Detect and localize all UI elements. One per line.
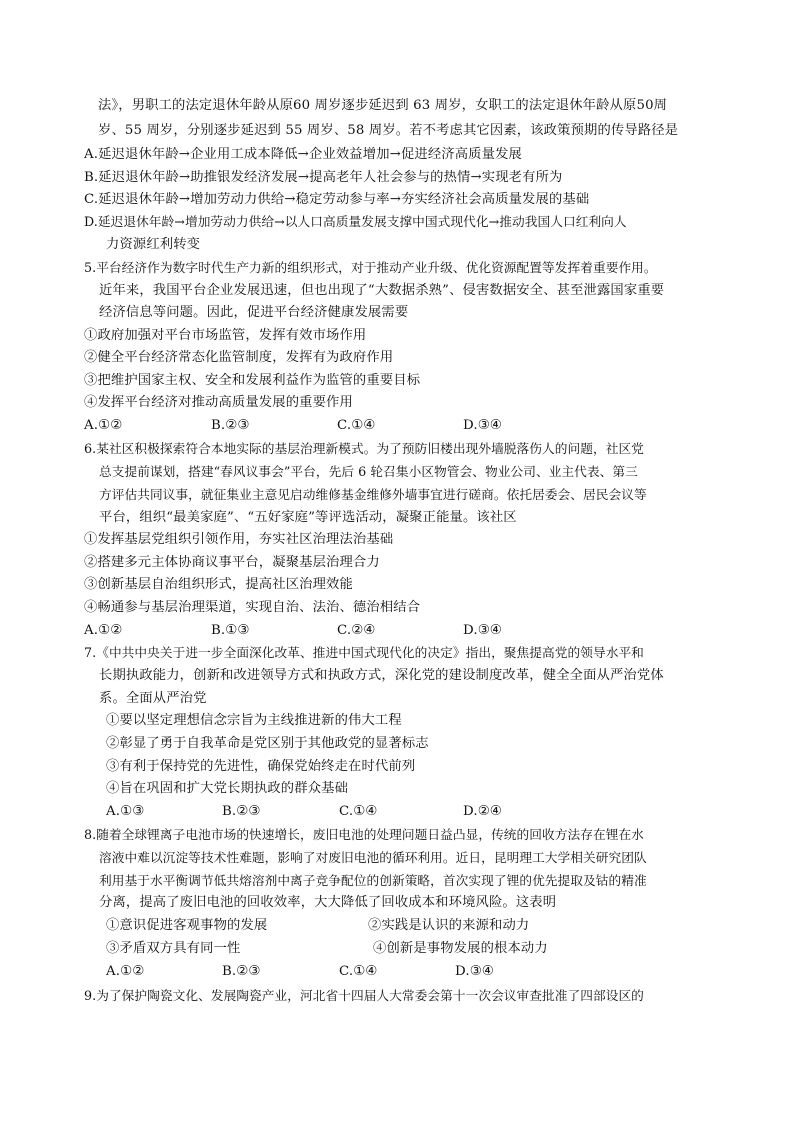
q4-option-a: A.延迟退休年龄→企业用工成本降低→企业效益增加→促进经济高质量发展: [84, 147, 522, 162]
q5-stem-line-1: 5.平台经济作为数字时代生产力新的组织形式，对于推动产业升级、优化资源配置等发挥着重要作用。: [84, 260, 657, 275]
q5-choice-b: B.②③: [211, 418, 250, 433]
q5-choice-d: D.③④: [463, 418, 502, 433]
q6-item-2: ②搭建多元主体协商议事平台，凝聚基层治理合力: [84, 555, 380, 570]
q6-choice-d: D.③④: [463, 623, 502, 638]
q5-choice-c: C.①④: [337, 418, 376, 433]
q8-stem-line-1: 8.随着全球锂离子电池市场的快速增长，废旧电池的处理问题日益凸显，传统的回收方法存在锂在水: [84, 827, 644, 842]
q5-item-2: ②健全平台经济常态化监管制度，发挥有为政府作用: [84, 350, 394, 365]
q4-option-d: D.延迟退休年龄→增加劳动力供给→以人口高质量发展支撑中国式现代化→推动我国人口红利向人: [84, 214, 627, 229]
q7-stem-line-2: 长期执政能力，创新和改进领导方式和执政方式，深化党的建设制度改革，健全全面从严治党体: [99, 668, 664, 683]
q5-stem-line-3: 经济信息等问题。因此，促进平台经济健康发展需要: [99, 305, 409, 320]
q7-choice-c: C.①④: [339, 804, 378, 819]
q6-choice-c: C.②④: [337, 623, 376, 638]
q8-item-2: ②实践是认识的来源和动力: [368, 918, 530, 933]
q8-choice-d: D.③④: [455, 964, 494, 979]
q8-item-1: ①意识促进客观事物的发展: [106, 918, 268, 933]
q8-item-4: ④创新是事物发展的根本动力: [373, 941, 548, 956]
q6-stem-line-3: 方评估共同议事，就征集业主意见启动维修基金维修外墙事宜进行磋商。依托居委会、居民会议等: [99, 487, 647, 502]
q7-item-1: ①要以坚定理想信念宗旨为主线推进新的伟大工程: [106, 713, 402, 728]
q8-item-3: ③矛盾双方具有同一性: [106, 941, 241, 956]
q6-stem-line-1: 6.某社区积极探索符合本地实际的基层治理新模式。为了预防旧楼出现外墙脱落伤人的问题，社区党: [84, 441, 644, 456]
q6-choice-b: B.①③: [211, 623, 250, 638]
q4-option-b: B.延迟退休年龄→助推银发经济发展→提高老年人社会参与的热情→实现老有所为: [84, 170, 563, 185]
q4-stem-line-2: 岁、55 周岁，分别逐步延迟到 55 周岁、58 周岁。若不考虑其它因素，该政策预期的传导路径是: [98, 123, 679, 138]
q8-choice-c: C.①④: [339, 964, 378, 979]
q5-stem-line-2: 近年来，我国平台企业发展迅速，但也出现了“大数据杀熟”、侵害数据安全、甚至泄露国家重要: [99, 283, 665, 298]
q8-stem-line-3: 利用基于水平衡调节低共熔溶剂中离子竞争配位的创新策略，首次实现了锂的优先提取及钴的精准: [99, 873, 647, 888]
q6-choice-a: A.①②: [84, 623, 123, 638]
q4-option-c: C.延迟退休年龄→增加劳动力供给→稳定劳动参与率→夯实经济社会高质量发展的基础: [84, 192, 590, 207]
q7-item-3: ③有利于保持党的先进性，确保党始终走在时代前列: [106, 759, 416, 774]
q8-choice-a: A.①②: [106, 964, 145, 979]
q6-item-1: ①发挥基层党组织引领作用，夯实社区治理法治基础: [84, 532, 394, 547]
q5-choice-a: A.①②: [84, 418, 123, 433]
q9-stem-line-1: 9.为了保护陶瓷文化、发展陶瓷产业，河北省十四届人大常委会第十一次会议审查批准了四部设区的: [84, 988, 644, 1003]
q7-choice-a: A.①③: [106, 804, 145, 819]
q5-item-4: ④发挥平台经济对推动高质量发展的重要作用: [84, 395, 353, 410]
q6-item-4: ④畅通参与基层治理渠道，实现自治、法治、德治相结合: [84, 600, 421, 615]
q8-stem-line-4: 分离，提高了废旧电池的回收效率，大大降低了回收成本和环境风险。这表明: [99, 895, 557, 910]
q8-choice-b: B.②③: [222, 964, 261, 979]
q7-item-2: ②彰显了勇于自我革命是党区别于其他政党的显著标志: [106, 736, 429, 751]
q7-choice-b: B.②③: [222, 804, 261, 819]
q4-stem-line-1: 法》，男职工的法定退休年龄从原60 周岁逐步延迟到 63 周岁，女职工的法定退休年龄从原50周: [98, 98, 668, 113]
q6-item-3: ③创新基层自治组织形式，提高社区治理效能: [84, 577, 353, 592]
q6-stem-line-4: 平台，组织“最美家庭”、“五好家庭”等评选活动，凝聚正能量。该社区: [99, 510, 517, 525]
q7-choice-d: D.②④: [463, 804, 502, 819]
q4-option-d-cont: 力资源红利转变: [106, 237, 201, 252]
q6-stem-line-2: 总支提前谋划，搭建“春风议事会”平台，先后 6 轮召集小区物管会、物业公司、业主代表、第三: [99, 464, 638, 479]
q5-item-3: ③把维护国家主权、安全和发展利益作为监管的重要目标: [84, 373, 421, 388]
q7-stem-line-3: 系。全面从严治党: [99, 691, 207, 706]
q8-stem-line-2: 溶液中难以沉淀等技术性难题，影响了对废旧电池的循环利用。近日，昆明理工大学相关研究团队: [99, 850, 647, 865]
q5-item-1: ①政府加强对平台市场监管，发挥有效市场作用: [84, 328, 367, 343]
q7-stem-line-1: 7.《中共中央关于进一步全面深化改革、推进中国式现代化的决定》指出，聚焦提高党的领导水平和: [84, 645, 644, 660]
q7-item-4: ④旨在巩固和扩大党长期执政的群众基础: [106, 781, 349, 796]
